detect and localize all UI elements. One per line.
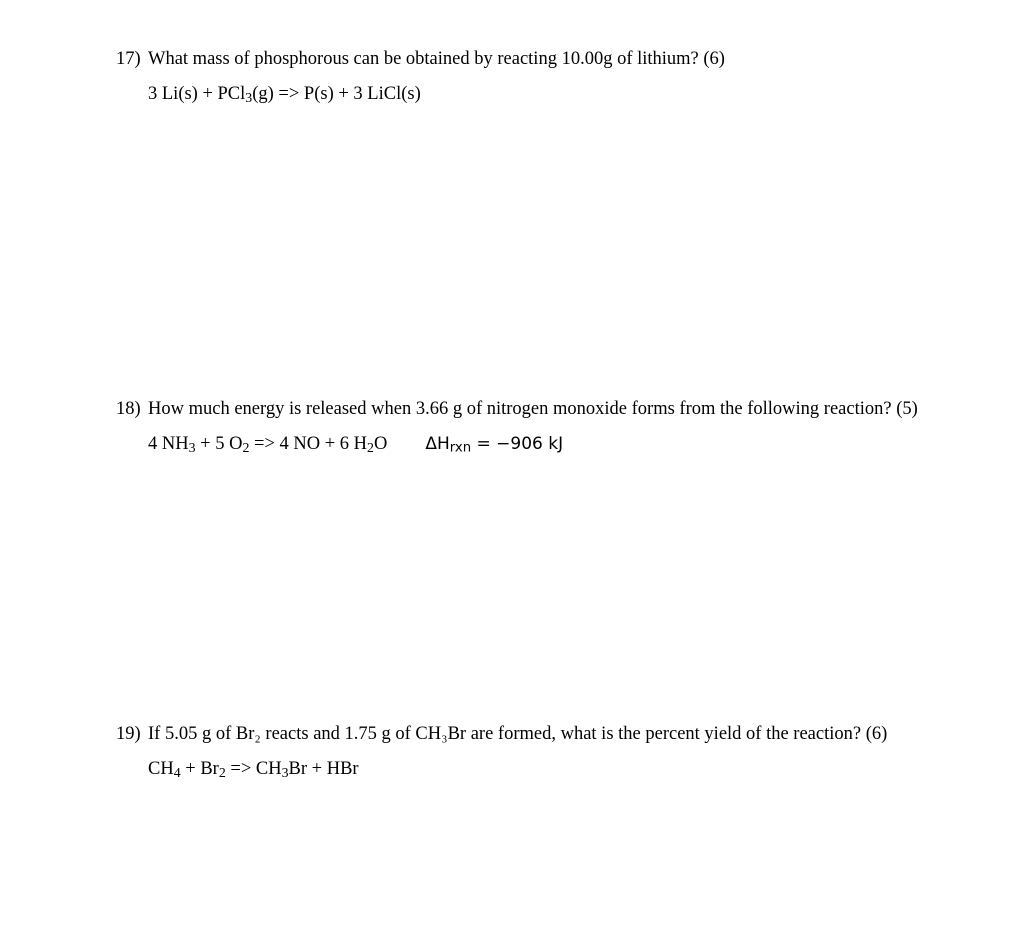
equation-part: 3 Li(s) + PCl [148,84,246,104]
question-text: How much energy is released when 3.66 g of nitrogen monoxide forms from the following reaction? (5) [148,399,918,419]
equation-subscript: 3 [188,440,196,456]
equation-part: 4 NH [148,434,189,454]
reaction-equation [148,758,956,781]
equation-part: => 4 NO + 6 H [249,434,368,454]
question-19 [116,723,956,781]
question-number: 19) [116,724,141,744]
question-number: 18) [116,399,141,419]
question-text: What mass of phosphorous can be obtained by reacting 10.00g of lithium? (6) [148,49,725,69]
question-17 [116,48,956,106]
reaction-equation [148,433,956,456]
equation-part: + Br [180,759,219,779]
enthalpy-subscript: rxn [449,440,472,456]
equation-subscript: 3 [245,90,253,106]
equation-subscript: 2 [367,440,374,456]
enthalpy-value [425,434,563,454]
question-17-prompt [116,48,956,71]
equation-subscript: 4 [173,765,181,781]
equation-subscript: 2 [242,440,250,456]
question-18-prompt [116,398,956,421]
equation-part: => CH [225,759,282,779]
equation-part: (g) => P(s) + 3 LiCl(s) [252,84,421,104]
reaction-equation [148,83,956,106]
question-19-prompt [116,723,956,746]
equation-subscript: 3 [281,765,289,781]
equation-part: + 5 O [195,434,243,454]
equation-part: CH [148,759,174,779]
enthalpy-amount: = −906 kJ [471,434,564,454]
equation-part: Br + HBr [288,759,359,779]
equation-subscript: 2 [218,765,226,781]
equation-part: O [373,434,388,454]
question-text: If 5.05 g of Br₂ reacts and 1.75 g of CH₃Br are formed, what is the percent yield of the reaction? (6) [148,724,888,744]
enthalpy-symbol: ΔH [425,434,450,454]
question-18 [116,398,956,456]
question-number: 17) [116,49,141,69]
